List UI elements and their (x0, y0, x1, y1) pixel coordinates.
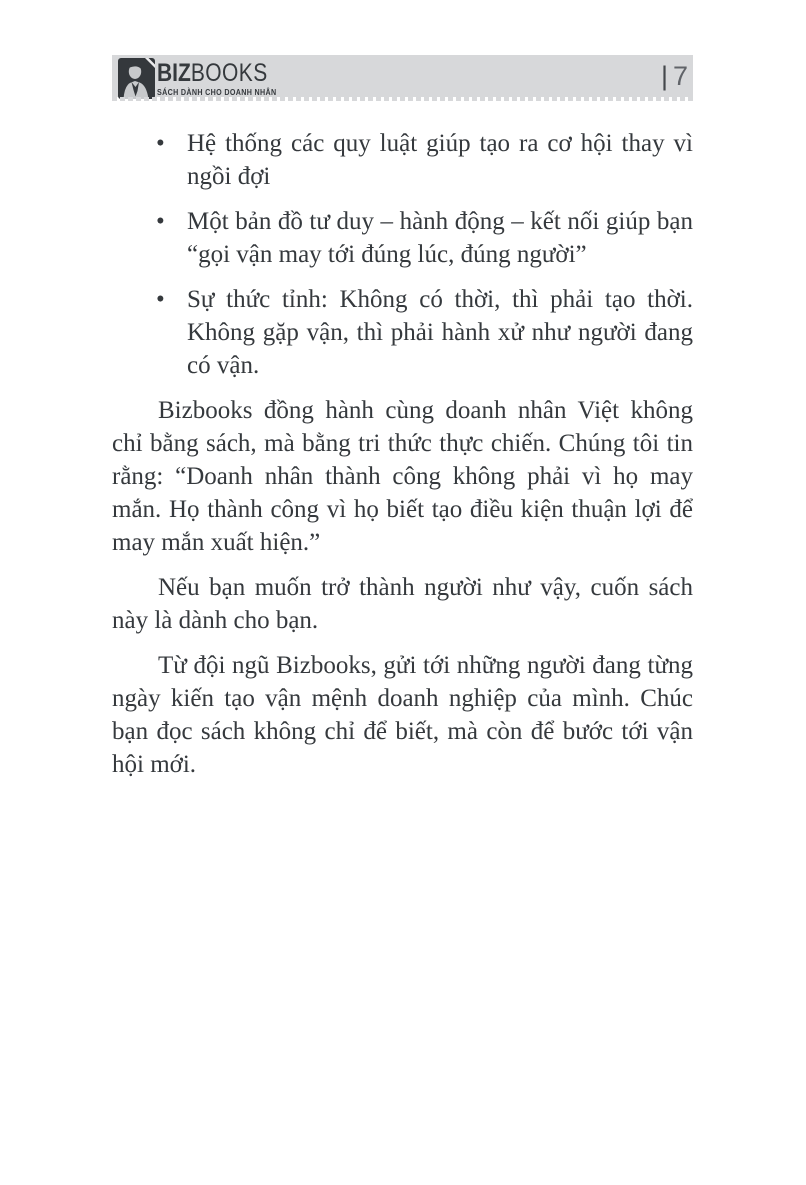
bullet-item (112, 283, 693, 382)
businessman-icon (118, 58, 155, 99)
page-content (112, 127, 693, 793)
bullet-item (112, 127, 693, 193)
brand-wordmark (157, 61, 277, 86)
page-number (661, 55, 688, 97)
bullet-icon: • (156, 208, 165, 235)
page-header (112, 55, 693, 97)
page-number-separator: | (660, 60, 668, 91)
brand-name (157, 61, 277, 97)
perforated-edge (112, 97, 693, 101)
bullet-text: Sự thức tỉnh: Không có thời, thì phải tạo thời. Không gặp vận, thì phải hành xử như người đang có vận. (187, 286, 693, 379)
brand-tagline: SÁCH DÀNH CHO DOANH NHÂN (157, 87, 277, 97)
page-number-value: 7 (672, 60, 688, 91)
bullet-text: Một bản đồ tư duy – hành động – kết nối giúp bạn “gọi vận may tới đúng lúc, đúng người” (187, 208, 693, 268)
bullet-list (112, 127, 693, 382)
brand-wordmark-books: BOOKS (190, 59, 268, 87)
bullet-icon: • (156, 130, 165, 157)
paragraph: Nếu bạn muốn trở thành người như vậy, cuốn sách này là dành cho bạn. (112, 574, 693, 634)
paragraph: Từ đội ngũ Bizbooks, gửi tới những người đang từng ngày kiến tạo vận mệnh doanh nghiệp của mình. Chúc bạn đọc sách không chỉ để biết, mà còn để bước tới vận hội mới. (112, 652, 693, 778)
brand-wordmark-biz: BIZ (157, 59, 191, 87)
bizbooks-logo-icon (118, 58, 155, 99)
bullet-icon: • (156, 286, 165, 313)
bullet-item (112, 205, 693, 271)
paragraph: Bizbooks đồng hành cùng doanh nhân Việt không chỉ bằng sách, mà bằng tri thức thực chiến. Chúng tôi tin rằng: “Doanh nhân thành công không phải vì họ may mắn. Họ thành công vì họ biết tạo điều kiện thuận lợi để may mắn xuất hiện.” (112, 397, 693, 556)
bullet-text: Hệ thống các quy luật giúp tạo ra cơ hội thay vì ngồi đợi (187, 130, 693, 190)
